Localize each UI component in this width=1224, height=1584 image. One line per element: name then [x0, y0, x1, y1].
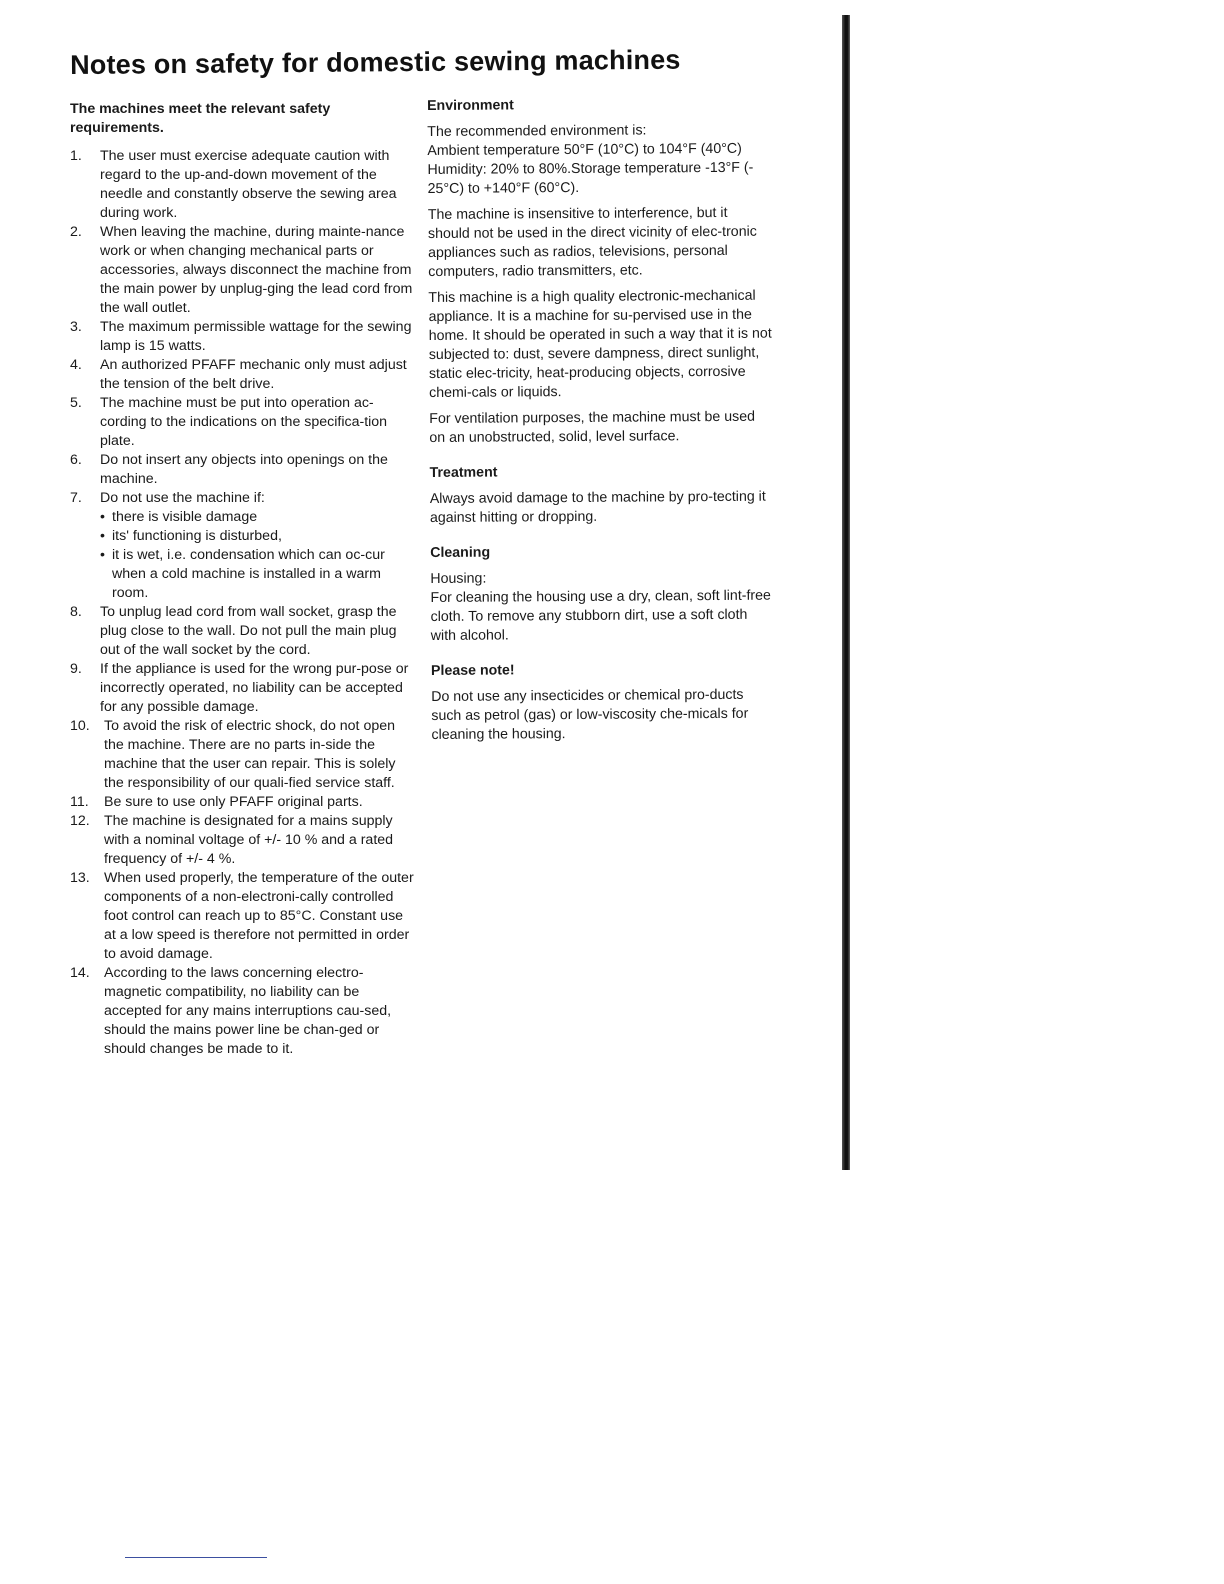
item-number: 9.: [70, 661, 82, 677]
item-text: The maximum permissible wattage for the sewing lamp is 15 watts.: [100, 319, 412, 354]
treatment-text: Always avoid damage to the machine by pro-tecting it against hitting or dropping.: [429, 488, 766, 526]
list-item: [70, 603, 415, 660]
bullet-text: its' functioning is disturbed,: [112, 528, 282, 544]
list-item: [70, 717, 415, 793]
list-item: [70, 489, 415, 603]
treatment-section: [430, 462, 775, 528]
item-text: Do not insert any objects into openings on the machine.: [100, 452, 388, 487]
item-text: To unplug lead cord from wall socket, grasp the plug close to the wall. Do not pull the main plug out of the wall socket by the cord.: [100, 604, 397, 658]
item-number: 5.: [70, 395, 82, 411]
item-number: 4.: [70, 357, 82, 373]
bullet-item: [100, 508, 415, 527]
environment-column: [427, 95, 777, 761]
note-text: Do not use any insecticides or chemical pro-ducts such as petrol (gas) or low-viscosity che-micals for cleaning the housing.: [431, 686, 749, 743]
interference-paragraph: The machine is insensitive to interference, but it should not be used in the direct vicinity of elec-tronic appliances such as radios, televisions, personal computers, radio transmitters, etc.: [427, 204, 757, 280]
item-number: 13.: [70, 870, 90, 886]
list-item: [70, 660, 415, 717]
item-text-group: [100, 489, 415, 603]
list-item: [70, 451, 415, 489]
list-item: [70, 223, 415, 318]
humidity-storage: Humidity: 20% to 80%.Storage temperature -13°F (- 25°C) to +140°F (60°C).: [427, 159, 754, 197]
item-text: To avoid the risk of electric shock, do not open the machine. There are no parts in-side the machine that the user can repair. This is solely the responsibility of our quali-fied service staff.: [104, 718, 396, 791]
page-title: Notes on safety for domestic sewing machines: [70, 44, 681, 80]
item-text: The machine must be put into operation ac-cording to the indications on the specifica-tion plate.: [100, 395, 388, 449]
bullet-icon: •: [100, 509, 105, 525]
bullet-item: [100, 546, 415, 603]
safety-rules-list: [70, 147, 415, 1059]
list-item: [70, 318, 415, 356]
ambient-temperature: Ambient temperature 50°F (10°C) to 104°F (40°C): [427, 140, 742, 159]
list-item: [70, 793, 415, 812]
item-text: When used properly, the temperature of the outer components of a non-electroni-cally controlled foot control can reach up to 85°C. Constant use at a low speed is therefore not permitted in order to avoid damage.: [104, 870, 414, 962]
bullet-text: there is visible damage: [112, 509, 258, 525]
note-heading: Please note!: [430, 662, 515, 679]
ventilation-paragraph: For ventilation purposes, the machine must be used on an unobstructed, solid, level surface.: [429, 408, 755, 446]
item-text: According to the laws concerning electro-magnetic compatibility, no liability can be accepted for any mains interruptions cau-sed, should the mains power line be chan-ged or should changes be made to it.: [104, 965, 392, 1057]
list-item: [70, 869, 415, 964]
item-number: 7.: [70, 490, 82, 506]
bullet-text: it is wet, i.e. condensation which can oc-cur when a cold machine is installed in a warm room.: [112, 547, 385, 601]
cleaning-subheading: Housing:: [430, 570, 487, 587]
requirements-heading: The machines meet the relevant safety requirements.: [70, 101, 331, 136]
list-item: [70, 394, 415, 451]
item-number: 14.: [70, 965, 90, 981]
item-number: 3.: [70, 319, 82, 335]
environment-section: [427, 95, 774, 448]
safety-requirements-column: [70, 100, 415, 1059]
environment-heading: Environment: [427, 97, 514, 114]
item-number: 10.: [70, 718, 90, 734]
condition-bullets: [100, 508, 415, 603]
list-item: [70, 356, 415, 394]
footer-rule: [125, 1557, 267, 1558]
environment-intro: The recommended environment is:: [427, 122, 647, 140]
list-item: [70, 147, 415, 223]
item-number: 11.: [70, 794, 89, 810]
item-text: If the appliance is used for the wrong pur-pose or incorrectly operated, no liability can be accepted for any possible damage.: [100, 661, 409, 715]
item-number: 2.: [70, 224, 82, 240]
note-section: [431, 660, 777, 745]
item-text: When leaving the machine, during mainte-nance work or when changing mechanical parts or accessories, always disconnect the machine from the main power by unplug-ging the lead cord from the wall outlet.: [100, 224, 413, 316]
scan-margin-bar: [842, 15, 850, 1170]
list-item: [70, 812, 415, 869]
item-text: Be sure to use only PFAFF original parts.: [104, 794, 363, 810]
bullet-item: [100, 527, 415, 546]
bullet-icon: •: [100, 547, 105, 563]
item-number: 12.: [70, 813, 90, 829]
cleaning-section: [430, 542, 776, 646]
item-number: 8.: [70, 604, 82, 620]
usage-paragraph: This machine is a high quality electronic-mechanical appliance. It is a machine for su-pervised use in the home. It should be operated in such a way that it is not subjected to: dust, severe dampness, direct sunlight, static elec-tricity, heat-producing objects, corrosive chemi-cals or liquids.: [428, 287, 772, 401]
cleaning-heading: Cleaning: [430, 544, 491, 561]
item-text: An authorized PFAFF mechanic only must adjust the tension of the belt drive.: [100, 357, 407, 392]
item-text: The machine is designated for a mains supply with a nominal voltage of +/- 10 % and a rated frequency of +/- 4 %.: [104, 813, 394, 867]
list-item: [70, 964, 415, 1059]
treatment-heading: Treatment: [429, 464, 498, 481]
item-text: Do not use the machine if:: [100, 490, 265, 506]
item-number: 1.: [70, 148, 82, 164]
bullet-icon: •: [100, 528, 105, 544]
cleaning-text: For cleaning the housing use a dry, clean, soft lint-free cloth. To remove any stubborn dirt, use a soft cloth with alcohol.: [430, 587, 771, 644]
item-text: The user must exercise adequate caution with regard to the up-and-down movement of the needle and constantly observe the sewing area during work.: [100, 148, 397, 221]
item-number: 6.: [70, 452, 82, 468]
